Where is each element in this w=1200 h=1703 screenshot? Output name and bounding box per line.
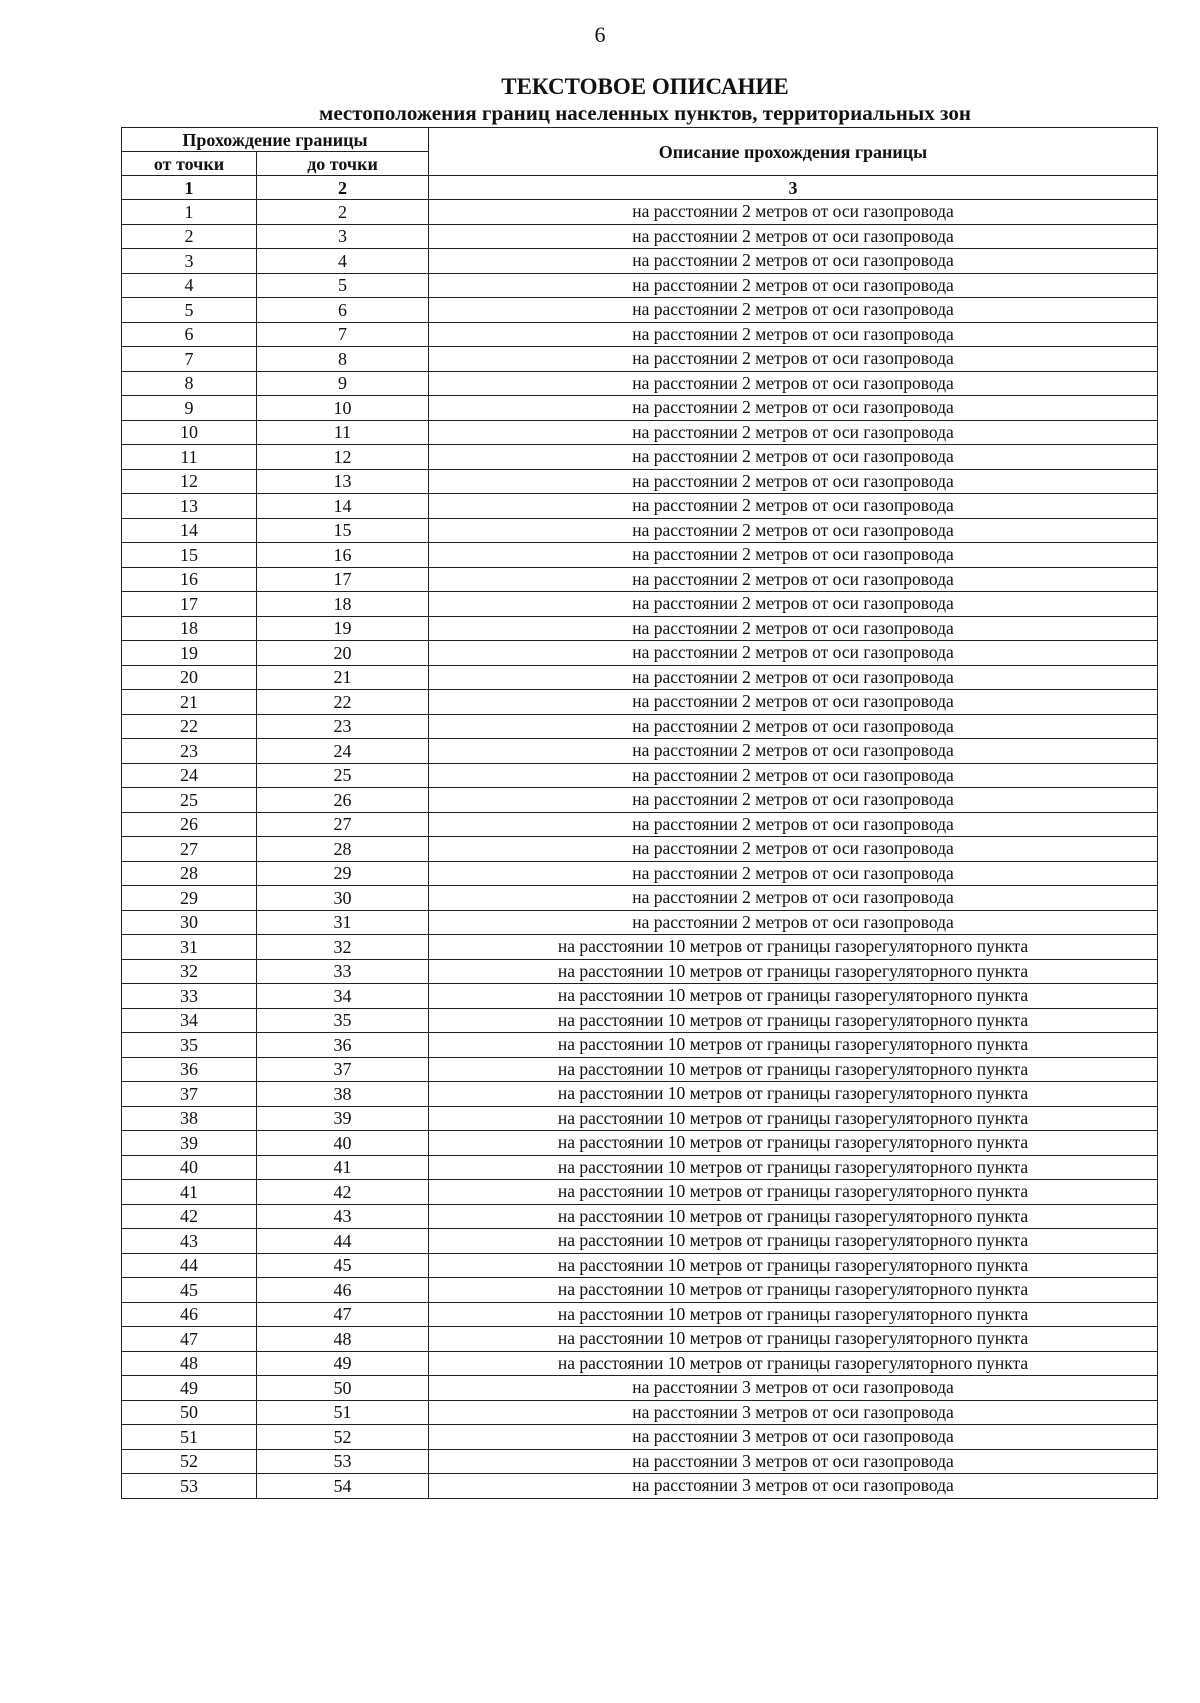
table-row	[122, 616, 1158, 641]
column-number-2: 2	[257, 176, 429, 200]
cell-description: на расстоянии 2 метров от оси газопровода	[429, 543, 1158, 568]
cell-to-point: 29	[257, 861, 429, 886]
document-title: ТЕКСТОВОЕ ОПИСАНИЕ	[501, 74, 789, 99]
cell-description: на расстоянии 10 метров от границы газорегуляторного пункта	[429, 984, 1158, 1009]
cell-description: на расстоянии 10 метров от границы газорегуляторного пункта	[429, 1082, 1158, 1107]
cell-description: на расстоянии 10 метров от границы газорегуляторного пункта	[429, 1131, 1158, 1156]
cell-from-point: 17	[122, 592, 257, 617]
cell-description: на расстоянии 2 метров от оси газопровода	[429, 445, 1158, 470]
cell-to-point: 31	[257, 910, 429, 935]
cell-to-point: 37	[257, 1057, 429, 1082]
cell-from-point: 16	[122, 567, 257, 592]
cell-from-point: 7	[122, 347, 257, 372]
cell-to-point: 20	[257, 641, 429, 666]
cell-to-point: 49	[257, 1351, 429, 1376]
cell-from-point: 52	[122, 1449, 257, 1474]
cell-from-point: 35	[122, 1033, 257, 1058]
cell-to-point: 44	[257, 1229, 429, 1254]
cell-from-point: 1	[122, 200, 257, 225]
table-row	[122, 984, 1158, 1009]
table-row	[122, 763, 1158, 788]
cell-to-point: 50	[257, 1376, 429, 1401]
cell-to-point: 12	[257, 445, 429, 470]
cell-to-point: 16	[257, 543, 429, 568]
table-row	[122, 249, 1158, 274]
table-row	[122, 739, 1158, 764]
cell-to-point: 4	[257, 249, 429, 274]
table-row	[122, 1180, 1158, 1205]
table-row	[122, 812, 1158, 837]
cell-from-point: 19	[122, 641, 257, 666]
cell-to-point: 13	[257, 469, 429, 494]
cell-from-point: 26	[122, 812, 257, 837]
cell-description: на расстоянии 10 метров от границы газорегуляторного пункта	[429, 1033, 1158, 1058]
cell-description: на расстоянии 2 метров от оси газопровода	[429, 567, 1158, 592]
cell-to-point: 46	[257, 1278, 429, 1303]
column-number-1: 1	[122, 176, 257, 200]
cell-description: на расстоянии 2 метров от оси газопровода	[429, 641, 1158, 666]
cell-to-point: 33	[257, 959, 429, 984]
cell-description: на расстоянии 10 метров от границы газорегуляторного пункта	[429, 1057, 1158, 1082]
table-row	[122, 1082, 1158, 1107]
cell-from-point: 22	[122, 714, 257, 739]
cell-from-point: 32	[122, 959, 257, 984]
cell-from-point: 18	[122, 616, 257, 641]
cell-to-point: 48	[257, 1327, 429, 1352]
table-row	[122, 1033, 1158, 1058]
cell-from-point: 25	[122, 788, 257, 813]
cell-from-point: 30	[122, 910, 257, 935]
cell-from-point: 36	[122, 1057, 257, 1082]
table-row	[122, 1327, 1158, 1352]
cell-to-point: 38	[257, 1082, 429, 1107]
table-row	[122, 445, 1158, 470]
table-row	[122, 690, 1158, 715]
table-row	[122, 1229, 1158, 1254]
cell-description: на расстоянии 2 метров от оси газопровода	[429, 469, 1158, 494]
cell-description: на расстоянии 3 метров от оси газопровода	[429, 1474, 1158, 1499]
cell-from-point: 38	[122, 1106, 257, 1131]
cell-from-point: 9	[122, 396, 257, 421]
cell-description: на расстоянии 10 метров от границы газорегуляторного пункта	[429, 959, 1158, 984]
boundary-table	[121, 127, 1158, 1499]
cell-from-point: 33	[122, 984, 257, 1009]
cell-to-point: 10	[257, 396, 429, 421]
table-row	[122, 494, 1158, 519]
table-row	[122, 641, 1158, 666]
cell-from-point: 51	[122, 1425, 257, 1450]
cell-to-point: 34	[257, 984, 429, 1009]
cell-description: на расстоянии 2 метров от оси газопровода	[429, 200, 1158, 225]
cell-to-point: 19	[257, 616, 429, 641]
cell-from-point: 11	[122, 445, 257, 470]
table-row	[122, 714, 1158, 739]
cell-from-point: 13	[122, 494, 257, 519]
cell-description: на расстоянии 2 метров от оси газопровода	[429, 494, 1158, 519]
table-row	[122, 935, 1158, 960]
table-row	[122, 1131, 1158, 1156]
cell-from-point: 28	[122, 861, 257, 886]
cell-from-point: 21	[122, 690, 257, 715]
cell-to-point: 24	[257, 739, 429, 764]
cell-description: на расстоянии 2 метров от оси газопровода	[429, 910, 1158, 935]
cell-description: на расстоянии 10 метров от границы газорегуляторного пункта	[429, 1106, 1158, 1131]
cell-to-point: 54	[257, 1474, 429, 1499]
table-row	[122, 886, 1158, 911]
cell-to-point: 27	[257, 812, 429, 837]
cell-description: на расстоянии 3 метров от оси газопровода	[429, 1376, 1158, 1401]
cell-description: на расстоянии 2 метров от оси газопровода	[429, 616, 1158, 641]
cell-to-point: 39	[257, 1106, 429, 1131]
table-row	[122, 396, 1158, 421]
cell-description: на расстоянии 2 метров от оси газопровода	[429, 347, 1158, 372]
table-row	[122, 1400, 1158, 1425]
cell-description: на расстоянии 10 метров от границы газорегуляторного пункта	[429, 935, 1158, 960]
document-subtitle: местоположения границ населенных пунктов, территориальных зон	[319, 101, 971, 125]
cell-to-point: 25	[257, 763, 429, 788]
cell-from-point: 41	[122, 1180, 257, 1205]
cell-to-point: 8	[257, 347, 429, 372]
cell-to-point: 21	[257, 665, 429, 690]
cell-description: на расстоянии 10 метров от границы газорегуляторного пункта	[429, 1302, 1158, 1327]
table-row	[122, 543, 1158, 568]
cell-to-point: 42	[257, 1180, 429, 1205]
cell-to-point: 30	[257, 886, 429, 911]
table-row	[122, 1474, 1158, 1499]
cell-to-point: 40	[257, 1131, 429, 1156]
table-row	[122, 371, 1158, 396]
cell-to-point: 2	[257, 200, 429, 225]
cell-to-point: 7	[257, 322, 429, 347]
cell-to-point: 23	[257, 714, 429, 739]
cell-to-point: 5	[257, 273, 429, 298]
table-row	[122, 788, 1158, 813]
table-row	[122, 1106, 1158, 1131]
cell-to-point: 35	[257, 1008, 429, 1033]
table-row	[122, 1351, 1158, 1376]
cell-to-point: 51	[257, 1400, 429, 1425]
table-row	[122, 347, 1158, 372]
cell-description: на расстоянии 10 метров от границы газорегуляторного пункта	[429, 1180, 1158, 1205]
cell-from-point: 3	[122, 249, 257, 274]
cell-description: на расстоянии 10 метров от границы газорегуляторного пункта	[429, 1351, 1158, 1376]
cell-from-point: 53	[122, 1474, 257, 1499]
cell-to-point: 52	[257, 1425, 429, 1450]
cell-description: на расстоянии 2 метров от оси газопровода	[429, 420, 1158, 445]
cell-from-point: 2	[122, 224, 257, 249]
table-row	[122, 1204, 1158, 1229]
cell-from-point: 31	[122, 935, 257, 960]
cell-to-point: 9	[257, 371, 429, 396]
cell-to-point: 41	[257, 1155, 429, 1180]
cell-from-point: 29	[122, 886, 257, 911]
cell-from-point: 8	[122, 371, 257, 396]
cell-description: на расстоянии 2 метров от оси газопровода	[429, 861, 1158, 886]
cell-description: на расстоянии 2 метров от оси газопровода	[429, 886, 1158, 911]
table-row	[122, 224, 1158, 249]
cell-from-point: 34	[122, 1008, 257, 1033]
cell-from-point: 5	[122, 298, 257, 323]
cell-from-point: 23	[122, 739, 257, 764]
cell-from-point: 37	[122, 1082, 257, 1107]
cell-from-point: 45	[122, 1278, 257, 1303]
table-row	[122, 959, 1158, 984]
cell-description: на расстоянии 2 метров от оси газопровода	[429, 249, 1158, 274]
table-row	[122, 1253, 1158, 1278]
table-body	[122, 200, 1158, 1499]
header-from-point: от точки	[122, 152, 257, 176]
cell-description: на расстоянии 2 метров от оси газопровода	[429, 788, 1158, 813]
table-row	[122, 298, 1158, 323]
cell-to-point: 17	[257, 567, 429, 592]
table-row	[122, 322, 1158, 347]
table-row	[122, 567, 1158, 592]
cell-description: на расстоянии 2 метров от оси газопровода	[429, 371, 1158, 396]
cell-to-point: 6	[257, 298, 429, 323]
cell-from-point: 6	[122, 322, 257, 347]
cell-from-point: 46	[122, 1302, 257, 1327]
cell-to-point: 43	[257, 1204, 429, 1229]
table-row	[122, 1425, 1158, 1450]
cell-description: на расстоянии 3 метров от оси газопровода	[429, 1400, 1158, 1425]
cell-from-point: 47	[122, 1327, 257, 1352]
cell-from-point: 43	[122, 1229, 257, 1254]
cell-to-point: 14	[257, 494, 429, 519]
cell-to-point: 26	[257, 788, 429, 813]
cell-from-point: 15	[122, 543, 257, 568]
table-row	[122, 910, 1158, 935]
table-row	[122, 837, 1158, 862]
cell-from-point: 42	[122, 1204, 257, 1229]
cell-to-point: 45	[257, 1253, 429, 1278]
cell-from-point: 20	[122, 665, 257, 690]
cell-from-point: 50	[122, 1400, 257, 1425]
cell-description: на расстоянии 2 метров от оси газопровода	[429, 763, 1158, 788]
table-row	[122, 1008, 1158, 1033]
table-row	[122, 273, 1158, 298]
cell-description: на расстоянии 2 метров от оси газопровода	[429, 714, 1158, 739]
table-row	[122, 1057, 1158, 1082]
table-row	[122, 469, 1158, 494]
cell-description: на расстоянии 2 метров от оси газопровода	[429, 298, 1158, 323]
page-number: 6	[594, 22, 606, 47]
cell-to-point: 18	[257, 592, 429, 617]
cell-from-point: 48	[122, 1351, 257, 1376]
cell-description: на расстоянии 2 метров от оси газопровода	[429, 396, 1158, 421]
cell-from-point: 24	[122, 763, 257, 788]
cell-description: на расстоянии 2 метров от оси газопровода	[429, 273, 1158, 298]
cell-to-point: 15	[257, 518, 429, 543]
cell-description: на расстоянии 2 метров от оси газопровода	[429, 739, 1158, 764]
cell-description: на расстоянии 2 метров от оси газопровода	[429, 224, 1158, 249]
cell-from-point: 10	[122, 420, 257, 445]
cell-description: на расстоянии 10 метров от границы газорегуляторного пункта	[429, 1229, 1158, 1254]
cell-to-point: 47	[257, 1302, 429, 1327]
table-row	[122, 1302, 1158, 1327]
cell-to-point: 11	[257, 420, 429, 445]
cell-description: на расстоянии 3 метров от оси газопровода	[429, 1425, 1158, 1450]
table-row	[122, 1376, 1158, 1401]
cell-from-point: 4	[122, 273, 257, 298]
cell-description: на расстоянии 10 метров от границы газорегуляторного пункта	[429, 1008, 1158, 1033]
cell-description: на расстоянии 10 метров от границы газорегуляторного пункта	[429, 1278, 1158, 1303]
cell-from-point: 44	[122, 1253, 257, 1278]
header-description: Описание прохождения границы	[429, 128, 1158, 176]
cell-to-point: 36	[257, 1033, 429, 1058]
cell-description: на расстоянии 2 метров от оси газопровода	[429, 812, 1158, 837]
cell-description: на расстоянии 2 метров от оси газопровода	[429, 665, 1158, 690]
cell-description: на расстоянии 10 метров от границы газорегуляторного пункта	[429, 1253, 1158, 1278]
table-row	[122, 861, 1158, 886]
cell-description: на расстоянии 2 метров от оси газопровода	[429, 322, 1158, 347]
cell-from-point: 49	[122, 1376, 257, 1401]
cell-description: на расстоянии 2 метров от оси газопровода	[429, 837, 1158, 862]
table-row	[122, 592, 1158, 617]
table-row	[122, 1278, 1158, 1303]
cell-description: на расстоянии 2 метров от оси газопровода	[429, 690, 1158, 715]
cell-description: на расстоянии 3 метров от оси газопровода	[429, 1449, 1158, 1474]
cell-from-point: 14	[122, 518, 257, 543]
table-row	[122, 420, 1158, 445]
header-boundary-passage: Прохождение границы	[122, 128, 429, 152]
cell-description: на расстоянии 10 метров от границы газорегуляторного пункта	[429, 1204, 1158, 1229]
table-row	[122, 1449, 1158, 1474]
table-row	[122, 665, 1158, 690]
cell-to-point: 32	[257, 935, 429, 960]
cell-to-point: 3	[257, 224, 429, 249]
table-row	[122, 1155, 1158, 1180]
header-to-point: до точки	[257, 152, 429, 176]
table-row	[122, 200, 1158, 225]
cell-to-point: 22	[257, 690, 429, 715]
cell-description: на расстоянии 2 метров от оси газопровода	[429, 518, 1158, 543]
cell-from-point: 40	[122, 1155, 257, 1180]
cell-to-point: 53	[257, 1449, 429, 1474]
cell-from-point: 12	[122, 469, 257, 494]
cell-from-point: 27	[122, 837, 257, 862]
cell-description: на расстоянии 10 метров от границы газорегуляторного пункта	[429, 1155, 1158, 1180]
cell-from-point: 39	[122, 1131, 257, 1156]
cell-description: на расстоянии 10 метров от границы газорегуляторного пункта	[429, 1327, 1158, 1352]
cell-description: на расстоянии 2 метров от оси газопровода	[429, 592, 1158, 617]
column-number-3: 3	[429, 176, 1158, 200]
table-row	[122, 518, 1158, 543]
cell-to-point: 28	[257, 837, 429, 862]
